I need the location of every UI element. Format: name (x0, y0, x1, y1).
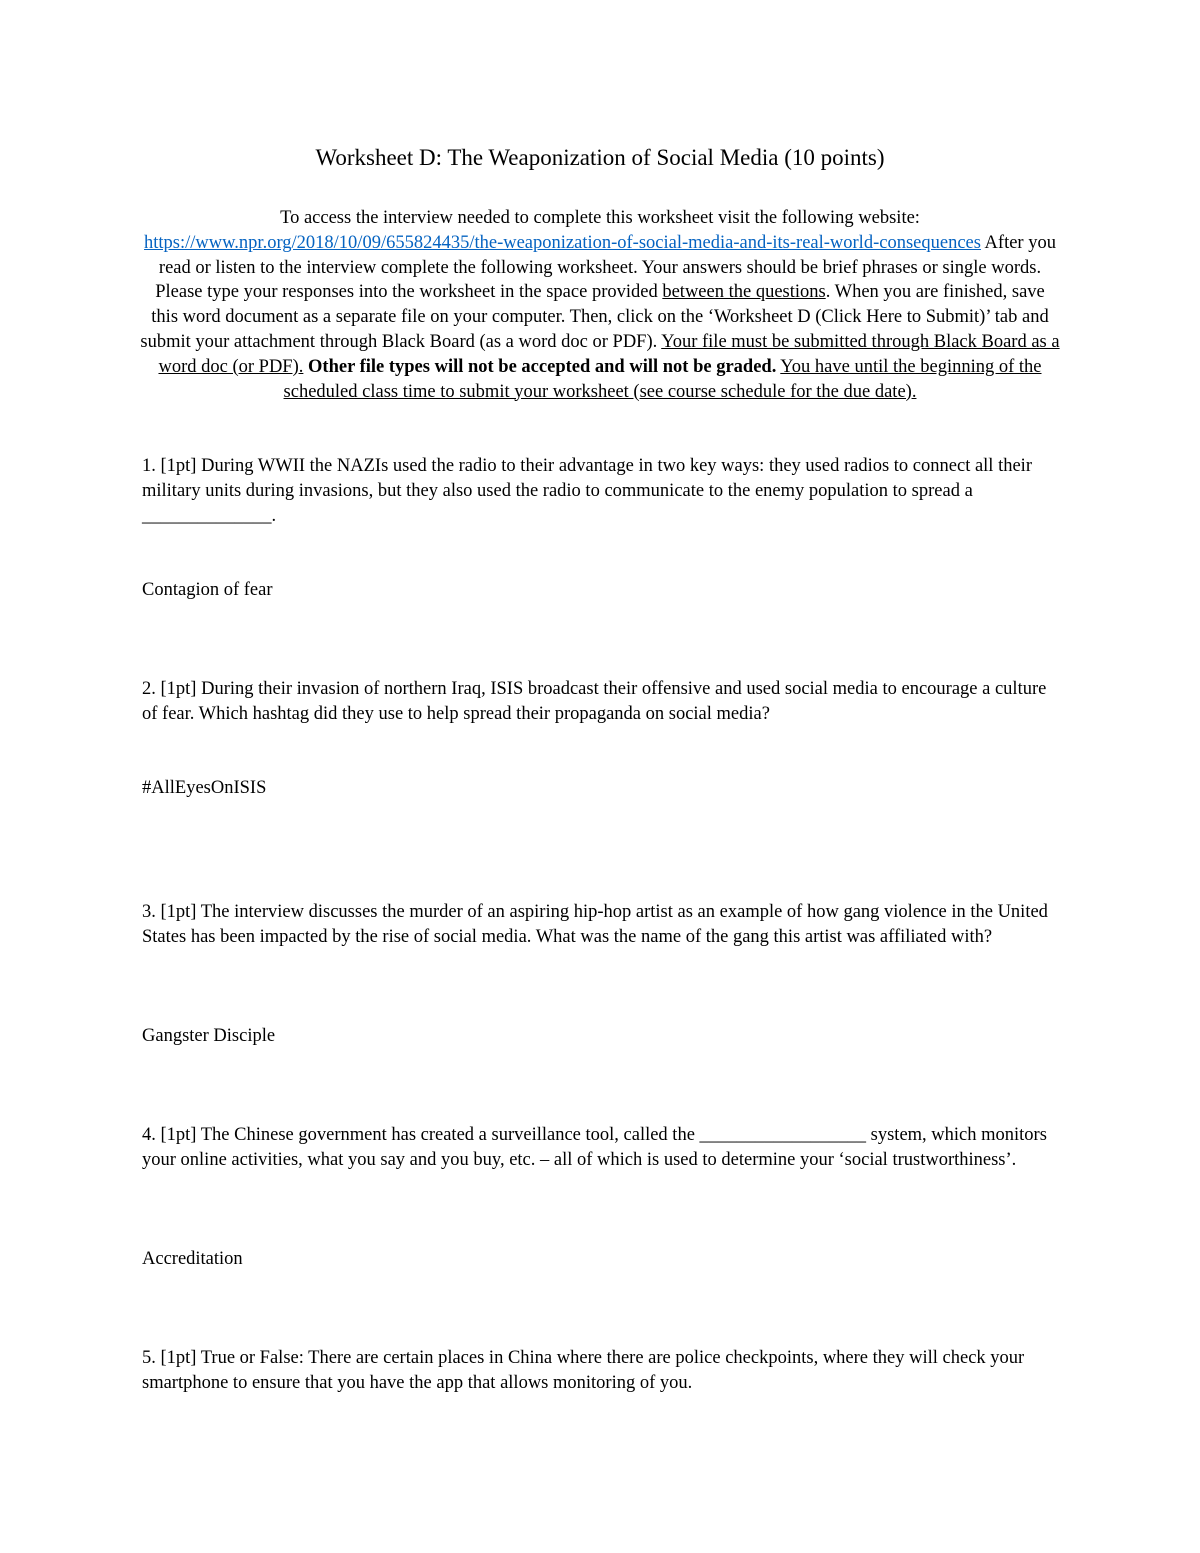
page-title: Worksheet D: The Weaponization of Social Media (10 points) (315, 145, 885, 170)
instructions-text-3: . When you are finished, save this word document as a separate file on your computer. Then, click on the ‘Worksheet D (Click Here to Submit)’ tab and submit your attachment through Black Board (as a word doc or PDF). (140, 282, 1049, 352)
instructions-text-1: To access the interview needed to complete this worksheet visit the following website: (280, 208, 920, 228)
answer-3[interactable]: Gangster Disciple (142, 1026, 276, 1046)
instructions-text-2: After you read or listen to the interview complete the following worksheet. Your answers should be brief phrases or single words. Please type your responses into the worksheet in the space provided (155, 232, 1056, 303)
instructions-bold-warning: Other file types will not be accepted and will not be graded. (308, 356, 777, 377)
instructions-underline-deadline: You have until the beginning of the scheduled class time to submit your worksheet (see course schedule for the due date). (283, 356, 1042, 402)
instructions-paragraph (140, 206, 1060, 404)
question-1: 1. [1pt] During WWII the NAZIs used the radio to their advantage in two key ways: they used radios to connect all their military units during invasions, but they also used the radio to communicate to the enemy population to spread a ______________. (142, 456, 1032, 526)
answer-1[interactable]: Contagion of fear (142, 580, 273, 600)
answer-4[interactable]: Accreditation (142, 1249, 243, 1269)
question-4: 4. [1pt] The Chinese government has created a surveillance tool, called the __________________ system, which monitors your online activities, what you say and you buy, etc. – all of which is used to determine your ‘social trustworthiness’. (142, 1125, 1047, 1170)
question-5: 5. [1pt] True or False: There are certain places in China where there are police checkpoints, where they will check your smartphone to ensure that you have the app that allows monitoring of you. (142, 1348, 1025, 1393)
instructions-underline-space: between the questions (662, 282, 826, 303)
answer-2[interactable]: #AllEyesOnISIS (142, 778, 267, 798)
question-2: 2. [1pt] During their invasion of northern Iraq, ISIS broadcast their offensive and used social media to encourage a culture of fear. Which hashtag did they use to help spread their propaganda on social media? (142, 679, 1047, 724)
question-3: 3. [1pt] The interview discusses the murder of an aspiring hip-hop artist as an example of how gang violence in the United States has been impacted by the rise of social media. What was the name of the gang this artist was affiliated with? (142, 902, 1048, 947)
interview-link[interactable]: https://www.npr.org/2018/10/09/655824435/the-weaponization-of-social-media-and-its-real-world-consequences (144, 232, 981, 253)
instructions-underline-submission: Your file must be submitted through Black Board as a word doc (or PDF). (158, 331, 1060, 377)
